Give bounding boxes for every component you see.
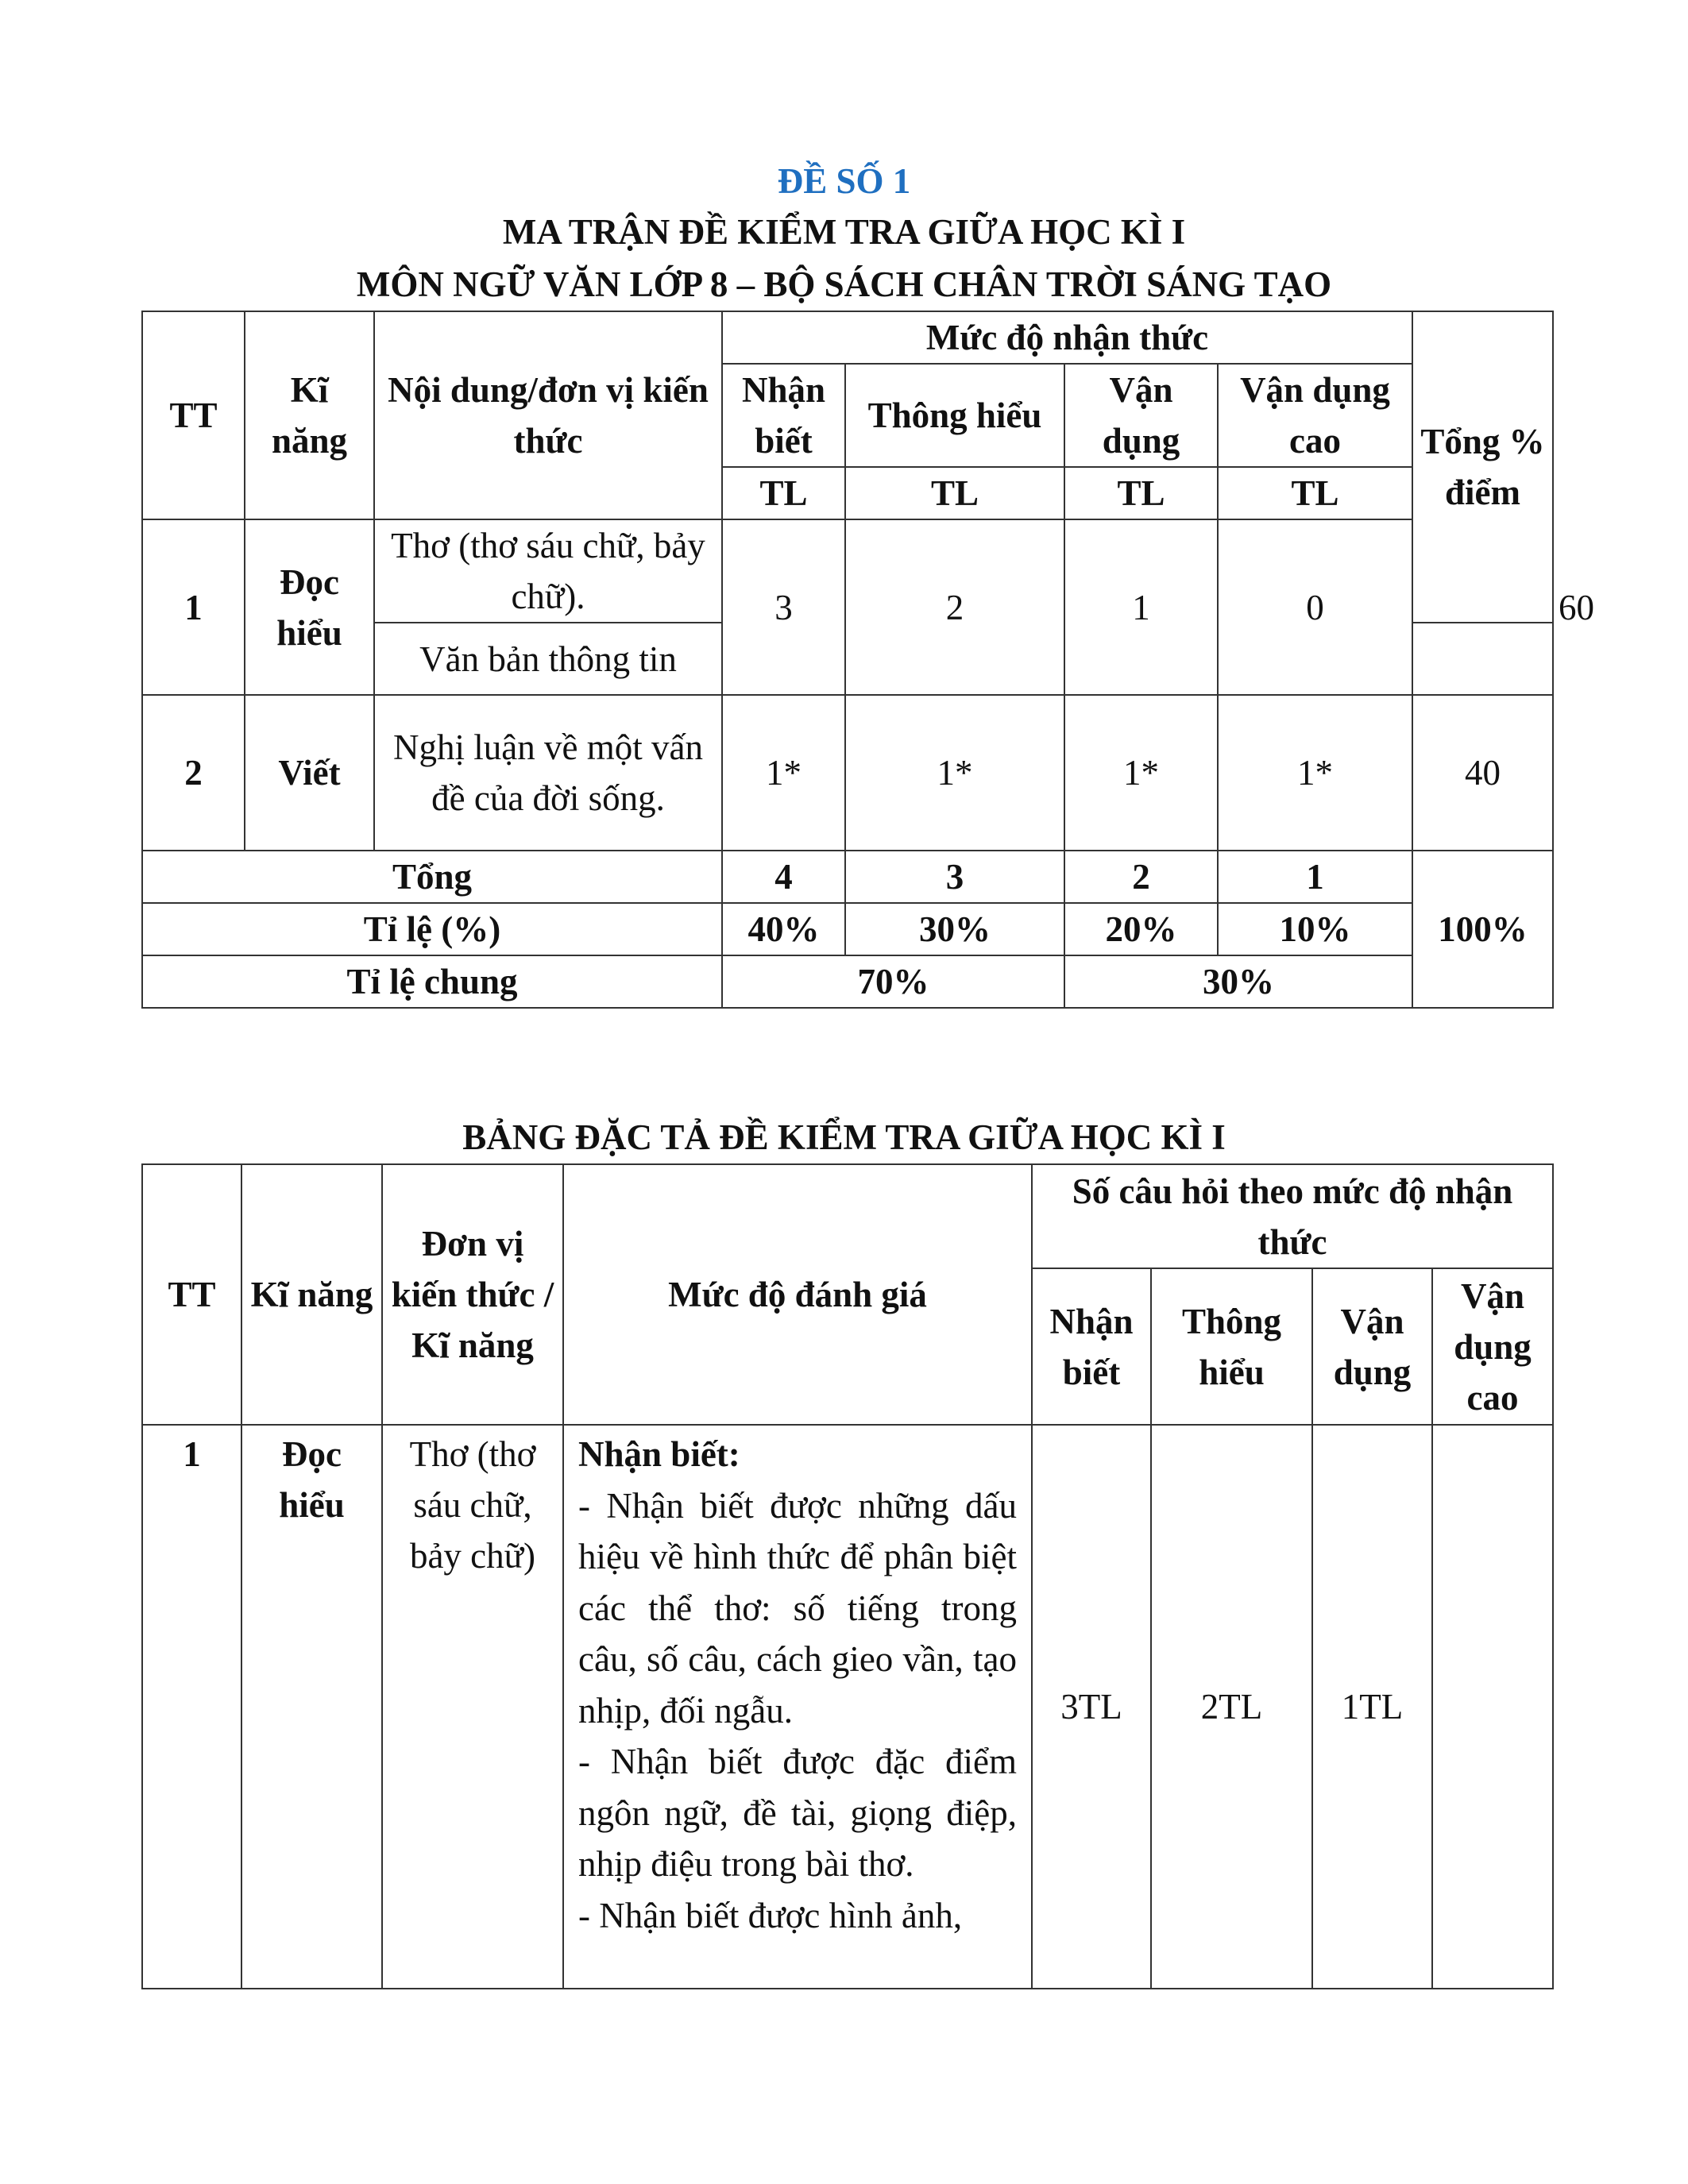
header-tl-2: TL — [845, 467, 1064, 519]
spec-row1-unit: Thơ (thơ sáu chữ, bảy chữ) — [382, 1425, 563, 1989]
spec-row1-th: 2TL — [1151, 1425, 1312, 1989]
ratio-vd: 20% — [1064, 903, 1218, 955]
row2-vd: 1* — [1064, 695, 1218, 851]
spec-row1-tt: 1 — [142, 1425, 241, 1989]
spec-header-unit: Đơn vị kiến thức / Kĩ năng — [382, 1164, 563, 1425]
total-label: Tổng — [142, 851, 722, 903]
ratio-label: Tỉ lệ (%) — [142, 903, 722, 955]
row1-tt: 1 — [142, 519, 245, 695]
overall-ratio-a: 70% — [722, 955, 1064, 1008]
overall-ratio-label: Tỉ lệ chung — [142, 955, 722, 1008]
total-vd: 2 — [1064, 851, 1218, 903]
header-tl-1: TL — [722, 467, 845, 519]
row2-th: 1* — [845, 695, 1064, 851]
row1-vd: 1 — [1064, 519, 1218, 695]
header-recognize: Nhận biết — [722, 364, 845, 467]
header-tl-3: TL — [1064, 467, 1218, 519]
header-content: Nội dung/đơn vị kiến thức — [374, 311, 722, 519]
assessment-line-1: - Nhận biết được những dấu hiệu về hình thức để phân biệt các thể thơ: số tiếng trong câu, số câu, cách gieo vần, tạo nhịp, đối ngẫu. — [578, 1485, 1017, 1731]
ratio-vdc: 10% — [1218, 903, 1412, 955]
total-th: 3 — [845, 851, 1064, 903]
header-total-percent: Tổng % điểm — [1412, 311, 1553, 623]
spec-header-tt: TT — [142, 1164, 241, 1425]
row2-vdc: 1* — [1218, 695, 1412, 851]
row1-vdc: 0 — [1218, 519, 1412, 695]
header-tt: TT — [142, 311, 245, 519]
spec-header-vdc: Vận dụng cao — [1432, 1268, 1553, 1425]
assessment-heading: Nhận biết: — [578, 1434, 740, 1474]
assessment-line-2: - Nhận biết được đặc điểm ngôn ngữ, đề tài, giọng điệp, nhịp điệu trong bài thơ. — [578, 1742, 1017, 1884]
spec-header-question-count: Số câu hỏi theo mức độ nhận thức — [1032, 1164, 1553, 1268]
header-apply-high: Vận dụng cao — [1218, 364, 1412, 467]
subject-title: MÔN NGỮ VĂN LỚP 8 – BỘ SÁCH CHÂN TRỜI SÁNG TẠO — [356, 264, 1332, 304]
spec-header-nb: Nhận biết — [1032, 1268, 1151, 1425]
row1-content-info: Văn bản thông tin — [374, 623, 722, 695]
header-cognitive-level: Mức độ nhận thức — [722, 311, 1412, 364]
spec-header-vd: Vận dụng — [1312, 1268, 1432, 1425]
spec-table — [141, 1163, 1554, 1989]
row2-skill: Viết — [245, 695, 374, 851]
row1-skill: Đọc hiểu — [245, 519, 374, 695]
spec-row1-vd: 1TL — [1312, 1425, 1432, 1989]
spec-row1-nb: 3TL — [1032, 1425, 1151, 1989]
row2-nb: 1* — [722, 695, 845, 851]
row1-th: 2 — [845, 519, 1064, 695]
spec-title: BẢNG ĐẶC TẢ ĐỀ KIỂM TRA GIỮA HỌC KÌ I — [462, 1117, 1226, 1157]
row2-tt: 2 — [142, 695, 245, 851]
row1-nb: 3 — [722, 519, 845, 695]
row2-total: 40 — [1412, 695, 1553, 851]
header-skill: Kĩ năng — [245, 311, 374, 519]
header-understand: Thông hiểu — [845, 364, 1064, 467]
spec-row1-vdc — [1432, 1425, 1553, 1989]
matrix-title: MA TRẬN ĐỀ KIỂM TRA GIỮA HỌC KÌ I — [502, 212, 1186, 252]
ratio-nb: 40% — [722, 903, 845, 955]
spec-row1-assessment — [563, 1425, 1032, 1989]
total-nb: 4 — [722, 851, 845, 903]
row2-content: Nghị luận về một vấn đề của đời sống. — [374, 695, 722, 851]
spec-row1-skill: Đọc hiểu — [241, 1425, 382, 1989]
overall-ratio-b: 30% — [1064, 955, 1412, 1008]
spec-header-assessment: Mức độ đánh giá — [563, 1164, 1032, 1425]
header-tl-4: TL — [1218, 467, 1412, 519]
matrix-table: TT Kĩ năng Nội dung/đơn vị kiến thức Mức độ nhận thức Tổng % điểm Nhận biết Thông hiểu Vận dụng Vận dụng cao TL TL TL TL 1 Đọc hiểu Thơ (thơ sáu chữ, bảy chữ). 3 2 1 0 60 Văn bản thông tin 2 Viết Nghị luận về một vấn đề của đời sống. 1* 1* 1* 1* 40 Tổng 4 3 2 1 100% Tỉ lệ (%) 40% 30% 20% 10% Tỉ lệ chung 70% 30% — [141, 311, 1554, 1009]
header-apply: Vận dụng — [1064, 364, 1218, 467]
total-vdc: 1 — [1218, 851, 1412, 903]
spec-header-skill: Kĩ năng — [241, 1164, 382, 1425]
row1-content-poetry: Thơ (thơ sáu chữ, bảy chữ). — [374, 519, 722, 623]
assessment-line-3: - Nhận biết được hình ảnh, — [578, 1895, 963, 1935]
spec-header-th: Thông hiểu — [1151, 1268, 1312, 1425]
grand-total: 100% — [1412, 851, 1553, 1008]
ratio-th: 30% — [845, 903, 1064, 955]
exam-number-title: ĐỀ SỐ 1 — [777, 161, 911, 201]
